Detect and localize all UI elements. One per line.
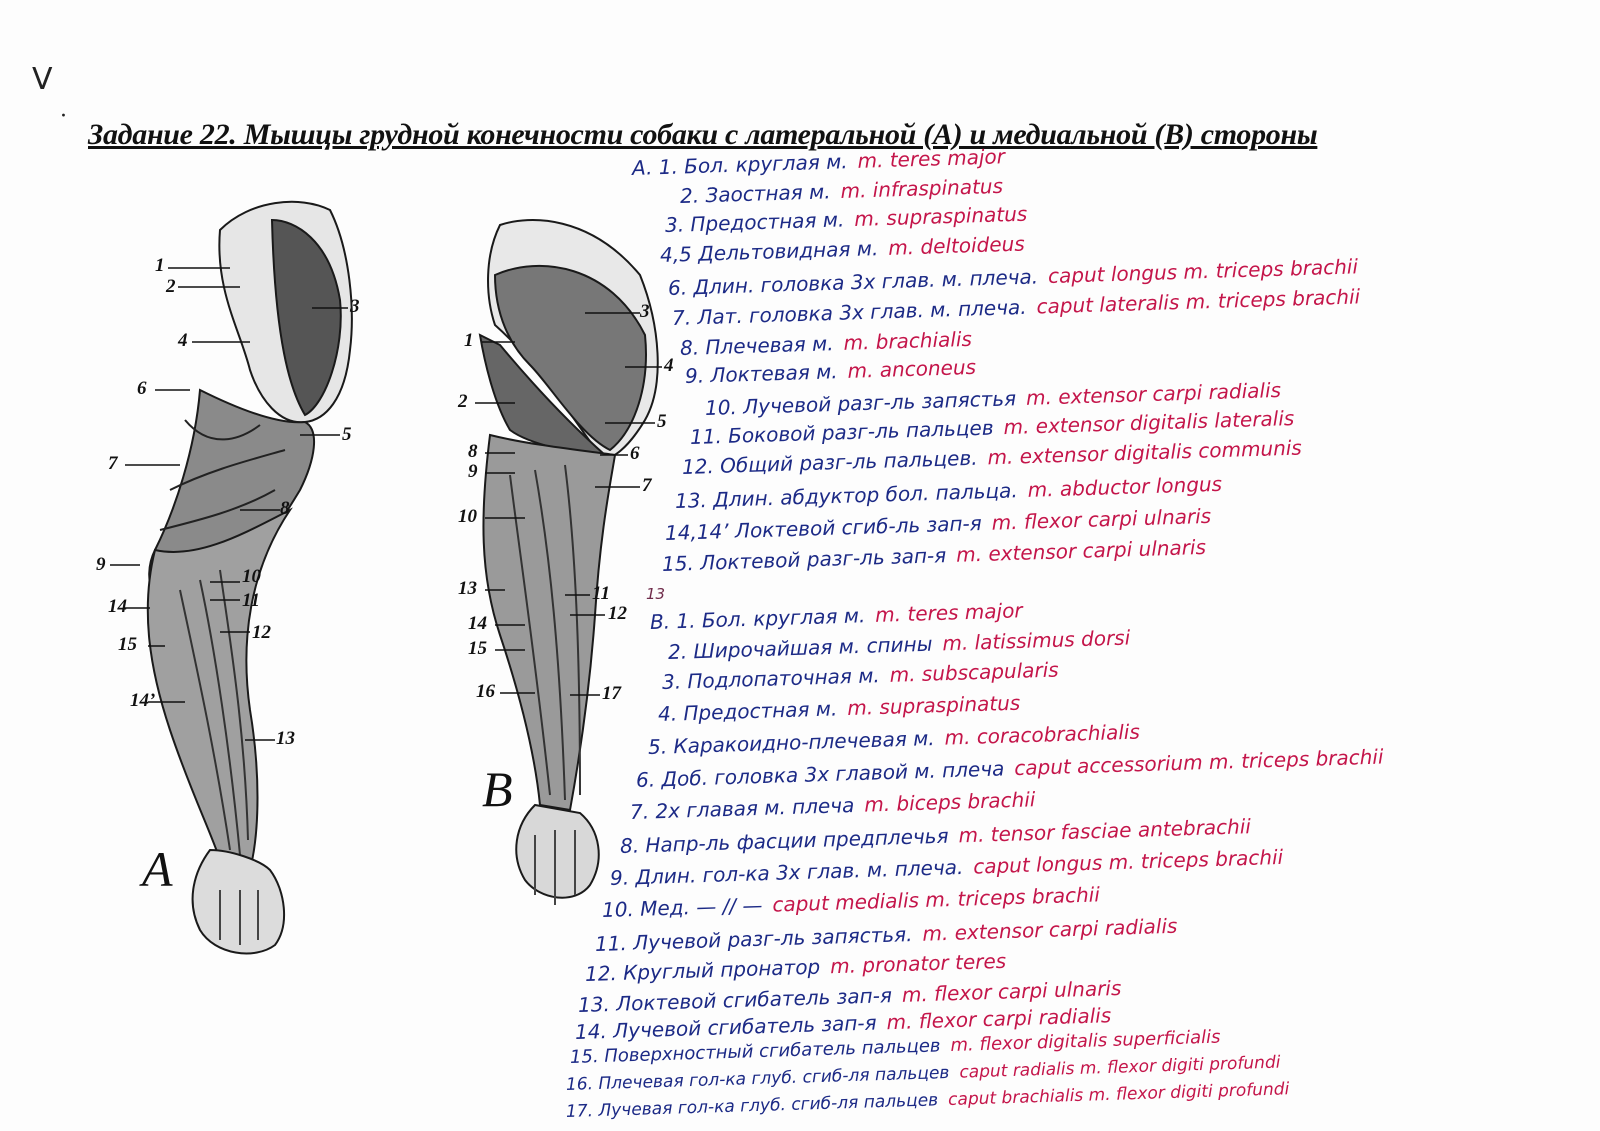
figure-b-label: 4 <box>664 355 674 376</box>
note-russian: 3. Подлопаточная м. <box>661 663 881 694</box>
note-latin: m. supraspinatus <box>846 690 1021 721</box>
note-b-item <box>658 691 1021 726</box>
note-latin: m. subscapularis <box>889 657 1059 687</box>
note-latin: m. flexor carpi ulnaris <box>991 503 1212 535</box>
note-latin: m. tensor fasciae antebrachii <box>958 814 1252 848</box>
figure-a-label: 2 <box>166 276 176 297</box>
note-latin: m. anconeus <box>847 354 977 383</box>
note-latin: caput accessorium m. triceps brachii <box>1013 744 1384 781</box>
note-russian: 4. Предостная м. <box>657 696 838 726</box>
corner-dot: · <box>60 104 67 129</box>
note-russian: 7. 2х главая м. плеча <box>629 792 855 824</box>
note-latin: m. supraspinatus <box>853 201 1028 232</box>
note-b-item <box>630 787 1036 824</box>
note-latin: m. brachialis <box>843 326 973 355</box>
note-latin: m. coracobrachialis <box>944 719 1141 750</box>
note-russian: 6. Доб. головка 3х главой м. плеча <box>635 756 1005 792</box>
figure-a-label: 14’ <box>130 690 156 711</box>
figure-b-label: 11 <box>592 583 610 604</box>
figure-a-label: 15 <box>118 634 137 655</box>
figure-a-letter: A <box>142 841 173 897</box>
figure-a-label: 8 <box>280 498 290 519</box>
note-latin: caput longus m. triceps brachii <box>972 844 1284 879</box>
note-latin: caput brachialis m. flexor digiti profundi <box>947 1079 1290 1110</box>
note-russian: 16. Плечевая гол-ка глуб. сгиб-ля пальцев <box>565 1062 950 1095</box>
note-russian: 10. Лучевой разг-ль запястья <box>704 386 1017 420</box>
figure-a-label: 11 <box>242 590 260 611</box>
note-b-item <box>650 598 1023 634</box>
note-russian: 10. Мед. — // — <box>601 892 763 922</box>
note-russian: 15. Поверхностный сгибатель пальцев <box>569 1035 941 1068</box>
note-latin: m. teres major <box>857 144 1006 173</box>
figure-b-label: 1 <box>464 330 474 351</box>
note-a-item <box>685 355 977 388</box>
figure-b-label: 12 <box>608 603 627 624</box>
figure-a-label: 9 <box>96 554 106 575</box>
note-latin: caput radialis m. flexor digiti profundi <box>959 1052 1281 1083</box>
figure-a-label: 14 <box>108 596 127 617</box>
note-latin: m. extensor carpi radialis <box>1025 377 1282 410</box>
note-latin: m. flexor carpi ulnaris <box>901 975 1122 1007</box>
note-a-item <box>680 327 973 360</box>
note-russian: 13. Локтевой сгибатель зап-я <box>577 983 893 1017</box>
figure-a-label: 12 <box>252 622 271 643</box>
figure-a-label: 5 <box>342 424 352 445</box>
note-latin: m. extensor carpi ulnaris <box>955 534 1207 567</box>
note-russian: 8. Плечевая м. <box>679 331 834 360</box>
figure-a-label: 6 <box>137 378 147 399</box>
note-russian: 2. Заостная м. <box>679 179 831 208</box>
note-b-item <box>662 658 1059 694</box>
note-russian: 9. Локтевая м. <box>684 359 838 388</box>
note-latin: caput lateralis m. triceps brachii <box>1036 284 1361 319</box>
note-latin: m. flexor carpi radialis <box>886 1003 1112 1035</box>
figure-b-label: 13 <box>458 578 477 599</box>
figure-a-label: 3 <box>350 296 360 317</box>
note-latin: m. biceps brachii <box>863 787 1036 817</box>
figure-a-label: 1 <box>155 255 165 276</box>
assignment-title: Задание 22. Мышцы грудной конечности собаки с латеральной (А) и медиальной (В) стороны <box>88 118 1318 151</box>
note-russian: 13. Длин. абдуктор бол. пальца. <box>674 478 1019 513</box>
note-latin: caput longus m. triceps brachii <box>1047 254 1359 289</box>
note-latin: m. extensor carpi radialis <box>922 913 1178 946</box>
figure-b-label: 7 <box>642 475 652 496</box>
figure-b-label: 2 <box>458 391 468 412</box>
note-russian: 12. Общий разг-ль пальцев. <box>681 445 978 479</box>
note-latin: m. extensor digitalis lateralis <box>1003 406 1295 440</box>
note-russian: 17. Лучевая гол-ка глуб. сгиб-ля пальцев <box>565 1090 939 1122</box>
note-latin: m. pronator teres <box>829 948 1007 979</box>
corner-checkmark: ᐯ <box>32 62 53 97</box>
note-russian: 14,14’ Локтевой сгиб-ль зап-я <box>664 511 983 545</box>
note-russian: 3. Предостная м. <box>664 207 845 237</box>
note-russian: 7. Лат. головка 3х глав. м. плеча. <box>671 294 1027 330</box>
note-russian: 11. Боковой разг-ль пальцев <box>689 415 994 449</box>
figure-a-label: 13 <box>276 728 295 749</box>
note-russian: 14. Лучевой сгибатель зап-я <box>574 1010 877 1044</box>
note-a-item <box>660 232 1025 267</box>
note-russian: 15. Локтевой разг-ль зап-я <box>661 543 947 576</box>
note-latin: m. teres major <box>874 598 1023 627</box>
margin-pencil-mark: 13 <box>646 585 666 603</box>
note-russian: A. 1. Бол. круглая м. <box>631 149 848 180</box>
note-russian: 11. Лучевой разг-ль запястья. <box>594 922 913 956</box>
figure-b-label: 8 <box>468 441 478 462</box>
figure-a-label: 4 <box>178 330 188 351</box>
note-latin: m. infraspinatus <box>840 173 1004 203</box>
note-russian: 2. Широчайшая м. спины <box>667 631 933 664</box>
note-latin: m. latissimus dorsi <box>942 625 1131 656</box>
note-russian: 4,5 Дельтовидная м. <box>659 236 879 267</box>
note-russian: B. 1. Бол. круглая м. <box>649 603 866 634</box>
figure-b-label: 16 <box>476 681 495 702</box>
figure-b-label: 3 <box>640 301 650 322</box>
note-latin: m. abductor longus <box>1027 471 1223 502</box>
note-russian: 12. Круглый пронатор <box>584 954 821 986</box>
figure-a-label: 7 <box>108 453 118 474</box>
figure-b-label: 5 <box>657 411 667 432</box>
figure-b-label: 15 <box>468 638 487 659</box>
note-latin: m. extensor digitalis communis <box>987 435 1303 470</box>
note-russian: 6. Длин. головка 3х глав. м. плеча. <box>667 264 1039 300</box>
figure-b-label: 10 <box>458 506 477 527</box>
note-b-item <box>595 914 1178 956</box>
note-latin: m. deltoideus <box>887 231 1026 260</box>
figure-a-lateral-limb <box>96 190 400 970</box>
note-b-item <box>648 720 1141 759</box>
figure-a-label: 10 <box>242 566 261 587</box>
note-russian: 5. Каракоидно-плечевая м. <box>647 726 935 759</box>
note-russian: 8. Напр-ль фасции предплечья <box>619 823 949 858</box>
figure-b-label: 14 <box>468 613 487 634</box>
figure-b-letter: B <box>482 761 513 817</box>
figure-b-label: 6 <box>630 443 640 464</box>
note-latin: m. flexor digitalis superficialis <box>950 1026 1221 1057</box>
figure-b-label: 9 <box>468 461 478 482</box>
note-russian: 9. Длин. гол-ка 3х глав. м. плеча. <box>609 854 964 890</box>
note-latin: caput medialis m. triceps brachii <box>772 882 1101 917</box>
note-a-item <box>665 202 1028 237</box>
figure-b-label: 17 <box>602 683 621 704</box>
